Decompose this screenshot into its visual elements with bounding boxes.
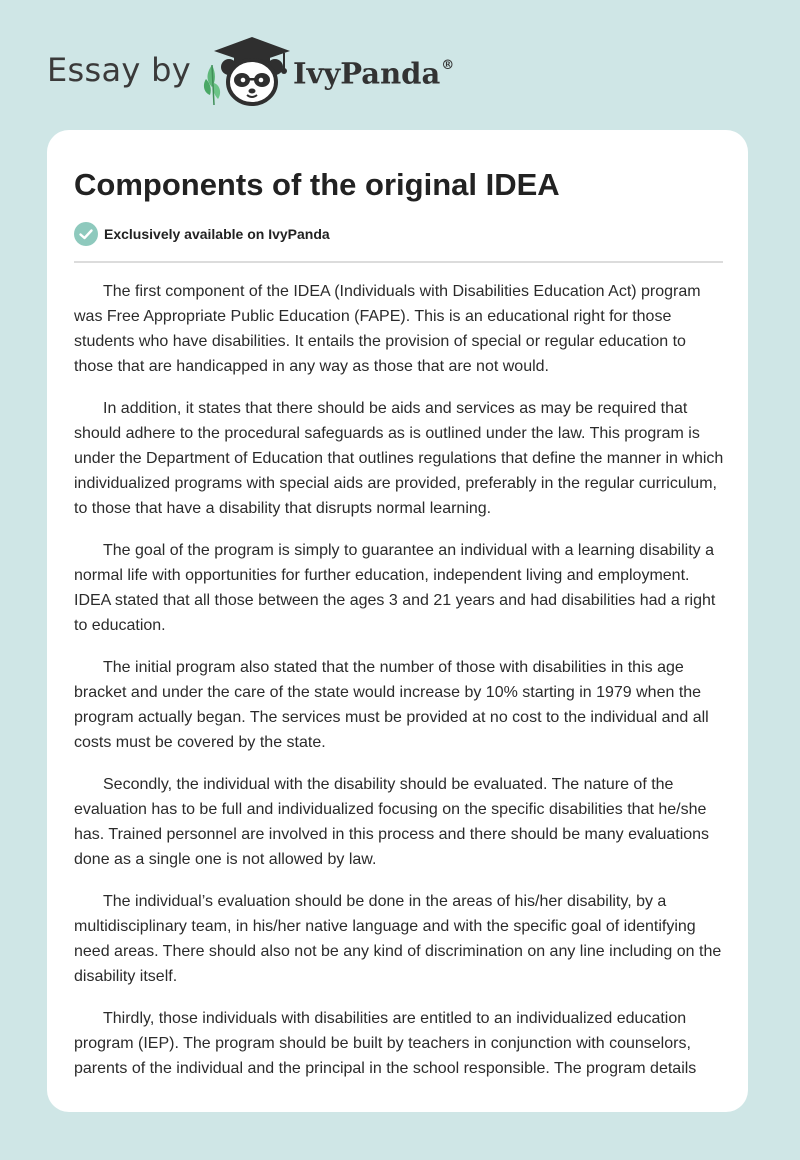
paragraph: Secondly, the individual with the disability should be evaluated. The nature of the evaluation has to be full and individualized focusing on the specific disabilities that he/she has. Trained personnel are involved in this process and there should be many evaluations done as a single one is not allowed by law. — [74, 776, 710, 868]
trademark-symbol: ® — [441, 58, 455, 73]
paragraph: In addition, it states that there should be aids and services as may be required that should adhere to the procedural safeguards as is outlined under the law. This program is under the Department of Education that outlines regulations that define the manner in which individualized programs with special aids are provided, preferably in the regular curriculum, to those that have a disability that disrupts normal learning. — [74, 400, 724, 517]
check-circle-icon — [74, 222, 98, 246]
exclusive-badge — [74, 222, 330, 246]
title-divider — [74, 261, 723, 263]
site-header — [0, 0, 800, 130]
essay-card — [47, 130, 748, 1112]
paragraph: The individual’s evaluation should be done in the areas of his/her disability, by a multidisciplinary team, in his/her native language and with the specific goal of identifying need areas. There should also not be any kind of discrimination on any line including on the disability itself. — [74, 893, 722, 985]
ivypanda-brand[interactable] — [293, 50, 454, 94]
exclusive-badge-label: Exclusively available on IvyPanda — [104, 226, 330, 242]
paragraph: Thirdly, those individuals with disabilities are entitled to an individualized education program (IEP). The program should be built by teachers in conjunction with counselors, parents of the individual and the principal in the school responsible. The program details — [74, 1010, 697, 1077]
paragraph: The first component of the IDEA (Individuals with Disabilities Education Act) program was Free Appropriate Public Education (FAPE). This is an educational right for those students who have disabilities. It entails the provision of special or regular education to those that are handicapped in any way as those that are not would. — [74, 283, 701, 375]
paragraph: The initial program also stated that the number of those with disabilities in this age bracket and under the care of the state would increase by 10% starting in 1979 when the program actually began. The services must be provided at no cost to the individual and all costs must be covered by the state. — [74, 659, 709, 751]
essay-by-label: Essay by — [47, 51, 191, 89]
essay-body — [74, 279, 724, 1098]
panda-graduate-logo-icon[interactable] — [200, 35, 300, 110]
page-title: Components of the original IDEA — [74, 167, 560, 202]
brand-name-text: IvyPanda — [293, 56, 441, 91]
paragraph: The goal of the program is simply to guarantee an individual with a learning disability a normal life with opportunities for further education, independent living and employment. IDEA stated that all those between the ages 3 and 21 years and had disabilities had a right to education. — [74, 542, 716, 634]
